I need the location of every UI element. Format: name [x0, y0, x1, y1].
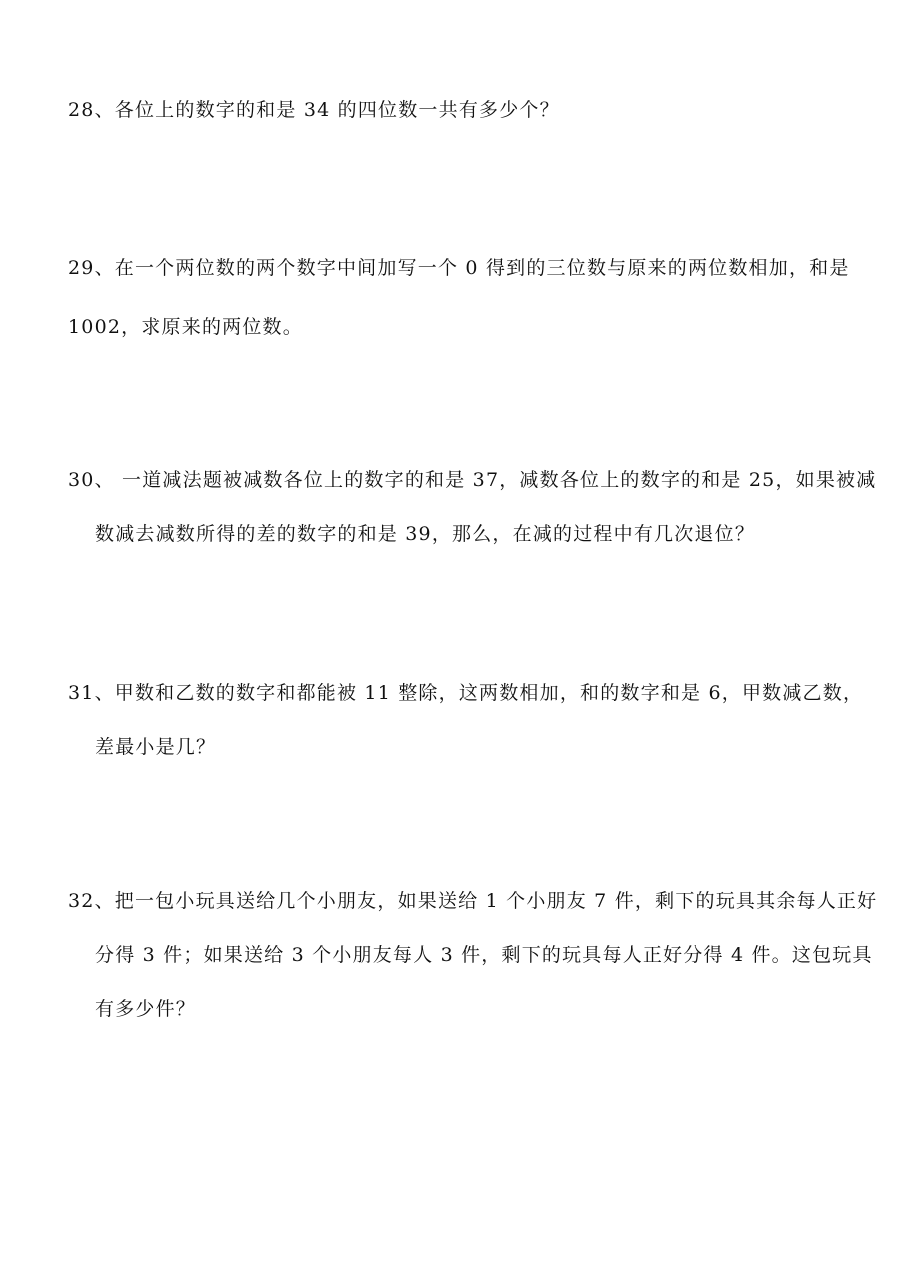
question-30-line-2: 数减去减数所得的差的数字的和是 39，那么，在减的过程中有几次退位？	[95, 523, 756, 545]
question-32-line-2: 分得 3 件；如果送给 3 个小朋友每人 3 件，剩下的玩具每人正好分得 4 件。这包玩具	[95, 944, 873, 966]
question-28-line-1: 28、各位上的数字的和是 34 的四位数一共有多少个？	[68, 99, 560, 121]
question-29-line-2: 1002，求原来的两位数。	[68, 316, 303, 338]
question-31-line-1: 31、甲数和乙数的数字和都能被 11 整除，这两数相加，和的数字和是 6，甲数减乙数，	[68, 682, 864, 704]
question-29-line-1: 29、在一个两位数的两个数字中间加写一个 0 得到的三位数与原来的两位数相加，和是	[68, 257, 850, 279]
question-32-line-3: 有多少件？	[95, 998, 197, 1020]
question-31-line-2: 差最小是几？	[95, 736, 217, 758]
question-30-line-1: 30、 一道减法题被减数各位上的数字的和是 37，减数各位上的数字的和是 25，如果被减	[68, 469, 877, 491]
question-32-line-1: 32、把一包小玩具送给几个小朋友，如果送给 1 个小朋友 7 件，剩下的玩具其余每人正好	[68, 890, 878, 912]
